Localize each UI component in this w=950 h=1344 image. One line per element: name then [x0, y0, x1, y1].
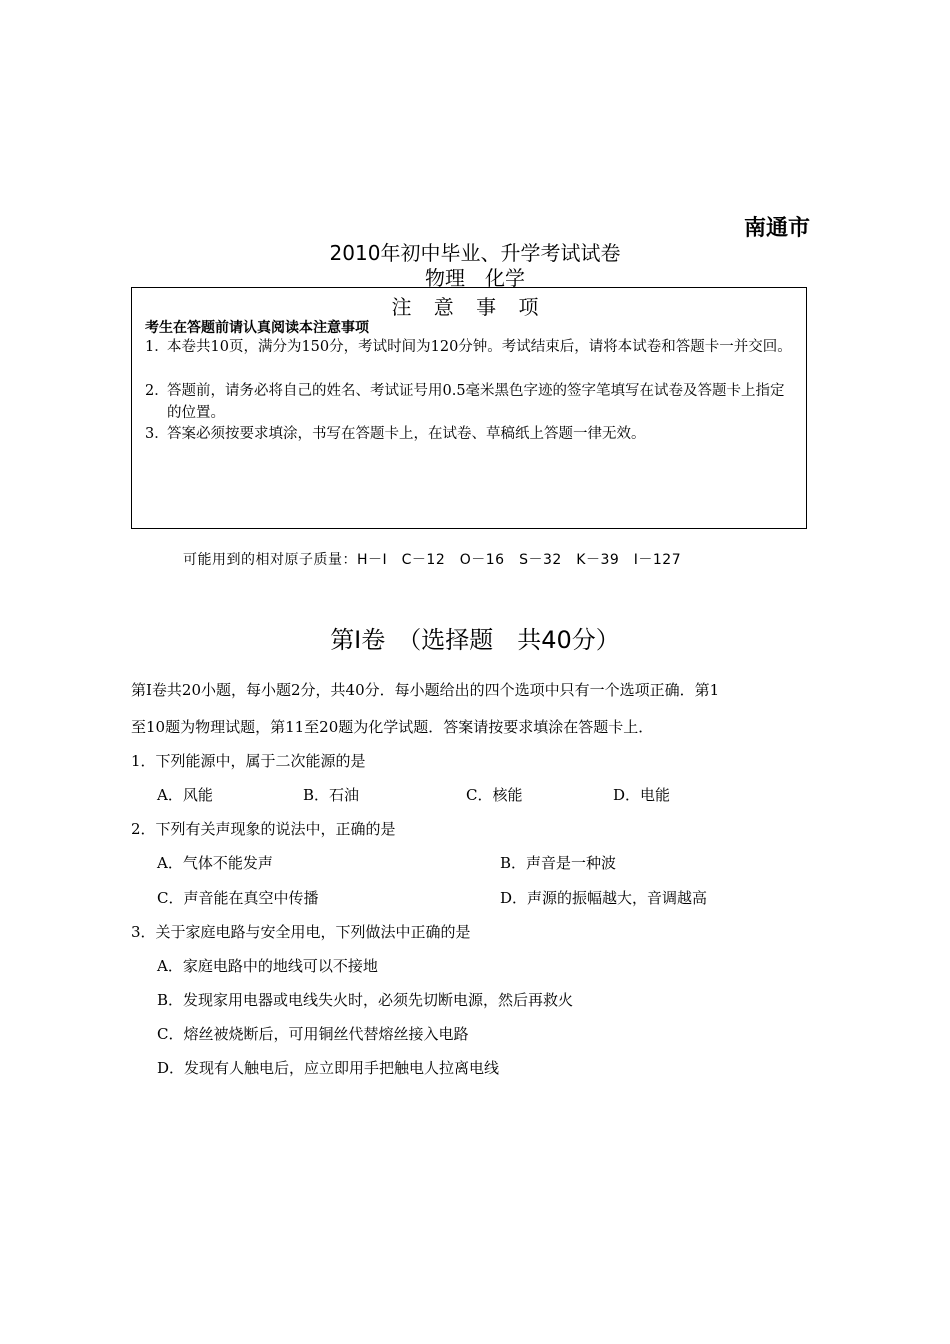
notice-item-text: 答题前，请务必将自己的姓名、考试证号用0.5毫米黑色字迹的签字笔填写在试卷及答题卡上指定的位置。	[167, 383, 785, 421]
question-option: D．发现有人触电后，应立即用手把触电人拉离电线	[157, 1059, 500, 1077]
section-title: 第Ⅰ卷 （选择题 共40分）	[330, 626, 620, 654]
question-option: A．家庭电路中的地线可以不接地	[157, 957, 378, 975]
notice-box	[131, 287, 807, 529]
question-option: D．电能	[613, 786, 671, 804]
question-option: C．声音能在真空中传播	[157, 889, 319, 907]
notice-item	[145, 380, 797, 424]
question-option: B．发现家用电器或电线失火时，必须先切断电源，然后再救火	[157, 991, 574, 1009]
notice-item-text: 答案必须按要求填涂，书写在答题卡上，在试卷、草稿纸上答题一律无效。	[167, 426, 646, 442]
notice-item	[145, 423, 797, 445]
section-intro-line: 第Ⅰ卷共20小题，每小题2分，共40分．每小题给出的四个选项中只有一个选项正确．第1	[131, 681, 720, 699]
notice-item-number: 1．	[145, 339, 169, 355]
question-stem: 1．下列能源中，属于二次能源的是	[131, 752, 366, 770]
question-option: A．风能	[157, 786, 213, 804]
notice-heading: 注 意 事 项	[391, 295, 547, 319]
notice-item-number: 3．	[145, 426, 169, 442]
question-option: B．声音是一种波	[500, 854, 617, 872]
section-intro-line: 至10题为物理试题，第11至20题为化学试题．答案请按要求填涂在答题卡上．	[131, 718, 654, 736]
exam-title: 2010年初中毕业、升学考试试卷	[329, 241, 621, 265]
question-option: C．核能	[466, 786, 523, 804]
question-option: C．熔丝被烧断后，可用铜丝代替熔丝接入电路	[157, 1025, 469, 1043]
notice-item	[145, 336, 797, 358]
question-stem: 3．关于家庭电路与安全用电，下列做法中正确的是	[131, 923, 471, 941]
question-option: D．声源的振幅越大，音调越高	[500, 889, 708, 907]
notice-item-number: 2．	[145, 383, 169, 399]
notice-intro: 考生在答题前请认真阅读本注意事项	[145, 320, 369, 336]
question-stem: 2．下列有关声现象的说法中，正确的是	[131, 820, 396, 838]
exam-subject: 物理 化学	[425, 266, 525, 290]
atomic-masses: 可能用到的相对原子质量：H－I C－12 O－16 S－32 K－39 I－127	[183, 552, 682, 568]
question-option: B．石油	[303, 786, 360, 804]
notice-item-text: 本卷共10页，满分为150分，考试时间为120分钟。考试结束后，请将本试卷和答题卡一并交回。	[167, 339, 792, 355]
question-option: A．气体不能发声	[157, 854, 273, 872]
city-name: 南通市	[744, 216, 811, 241]
